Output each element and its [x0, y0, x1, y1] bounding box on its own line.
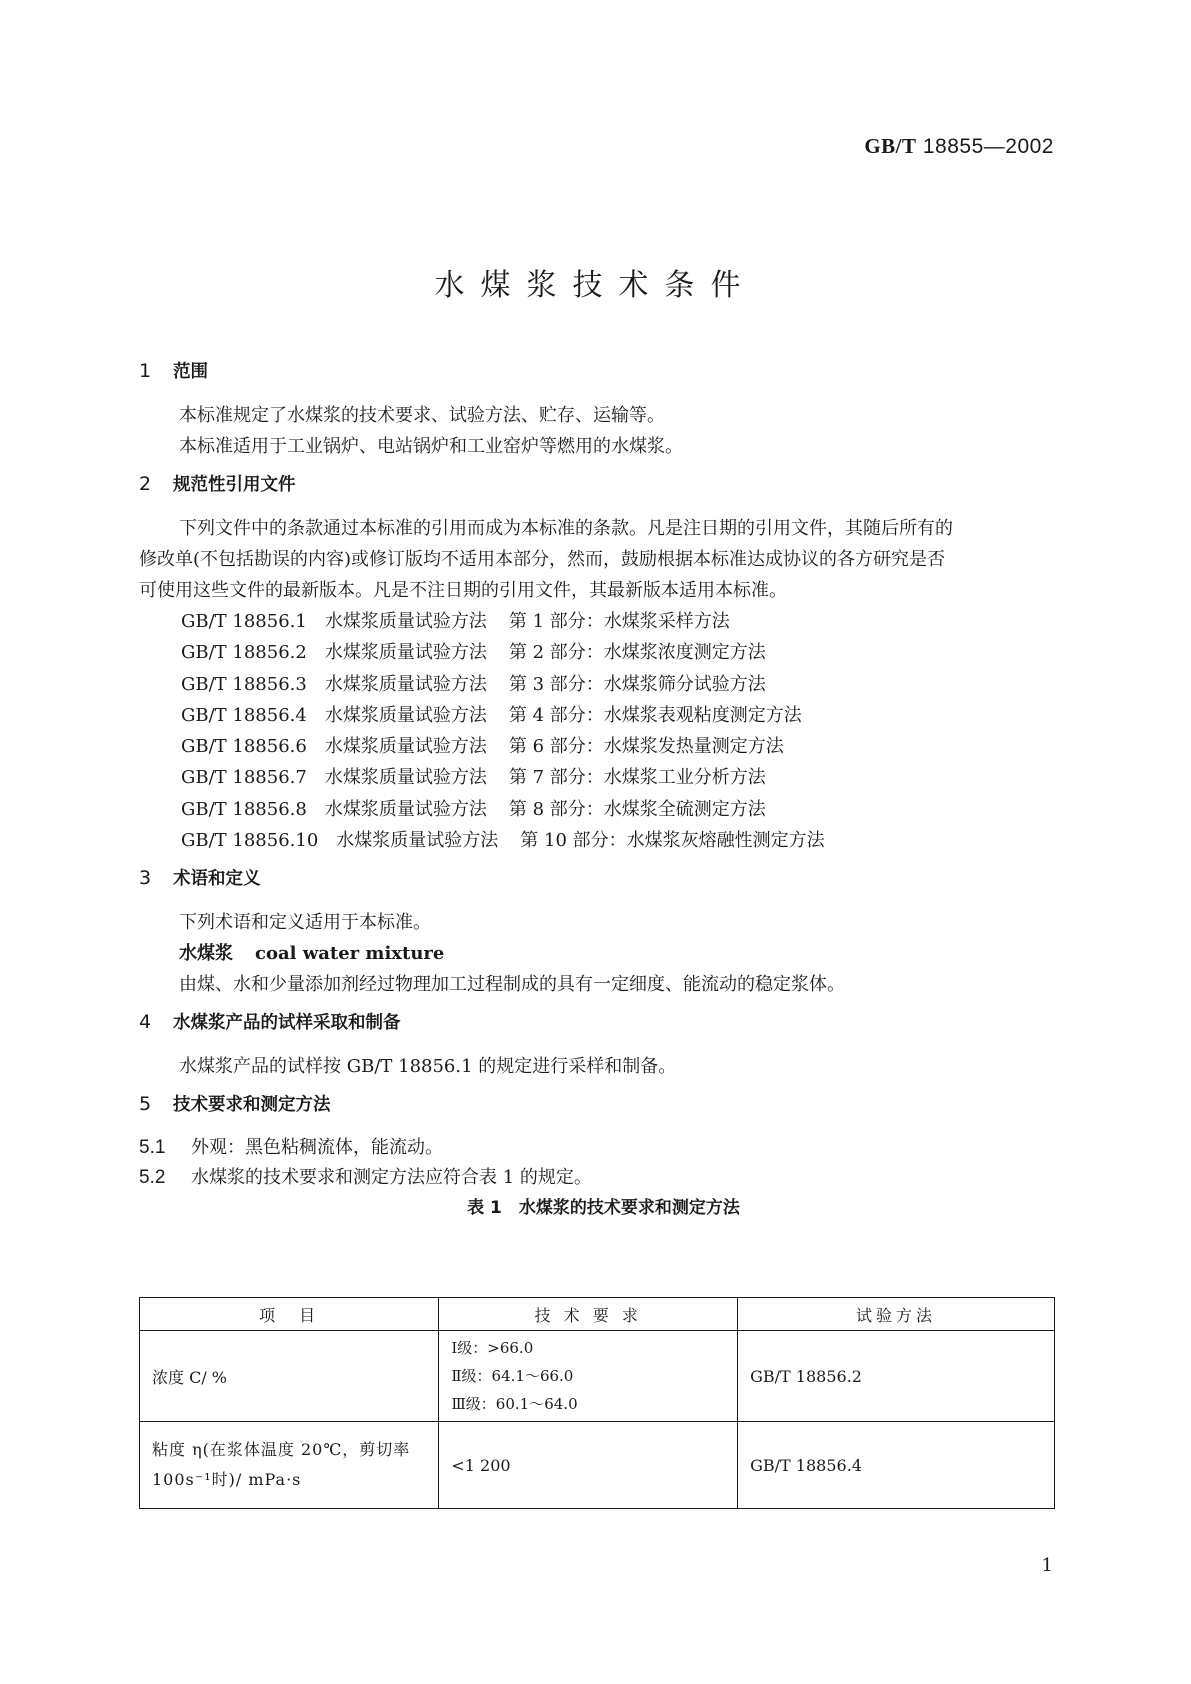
paragraph-line: 下列文件中的条款通过本标准的引用而成为本标准的条款。凡是注日期的引用文件，其随后所有的 — [179, 518, 953, 539]
reference-item: GB/T 18856.3 水煤浆质量试验方法 第 3 部分：水煤浆筛分试验方法 — [181, 673, 766, 695]
requirement-cell: <1 200 — [439, 1422, 738, 1509]
method-cell: GB/T 18856.4 — [738, 1422, 1055, 1509]
section-number: 1 — [139, 360, 152, 382]
grade-requirement: Ⅰ级：>66.0 — [451, 1339, 534, 1357]
section-1-heading — [139, 355, 1054, 388]
section-5-heading — [139, 1088, 1054, 1121]
item-line: 100s⁻¹时)/ mPa·s — [152, 1470, 302, 1489]
subclause-5-1 — [139, 1133, 1054, 1163]
reference-item: GB/T 18856.4 水煤浆质量试验方法 第 4 部分：水煤浆表观粘度测定方法 — [181, 704, 802, 726]
term-chinese: 水煤浆 — [179, 943, 233, 965]
term-definition: 由煤、水和少量添加剂经过物理加工过程制成的具有一定细度、能流动的稳定浆体。 — [179, 974, 845, 996]
reference-item: GB/T 18856.1 水煤浆质量试验方法 第 1 部分：水煤浆采样方法 — [181, 611, 730, 632]
page-number: 1 — [1041, 1555, 1053, 1576]
reference-item: GB/T 18856.8 水煤浆质量试验方法 第 8 部分：水煤浆全硫测定方法 — [181, 798, 766, 820]
section-number: 2 — [139, 473, 152, 495]
section-title: 技术要求和测定方法 — [173, 1095, 331, 1116]
column-header-method: 试验方法 — [738, 1298, 1055, 1331]
paragraph-line: 修改单(不包括勘误的内容)或修订版均不适用本部分，然而，鼓励根据本标准达成协议的各方研究是否 — [139, 549, 946, 570]
section-2-heading — [139, 468, 1054, 501]
requirements-table — [139, 1297, 1055, 1509]
document-title: 水煤浆技术条件 — [434, 268, 757, 303]
section-title: 水煤浆产品的试样采取和制备 — [173, 1013, 401, 1034]
reference-item: GB/T 18856.6 水煤浆质量试验方法 第 6 部分：水煤浆发热量测定方法 — [181, 736, 784, 758]
reference-item: GB/T 18856.7 水煤浆质量试验方法 第 7 部分：水煤浆工业分析方法 — [181, 767, 766, 789]
term-entry — [139, 938, 1054, 969]
reference-list — [139, 606, 1054, 856]
column-header-item: 项 目 — [140, 1298, 439, 1331]
subclause-text: 外观：黑色粘稠流体，能流动。 — [191, 1137, 443, 1159]
subclause-number: 5.1 — [139, 1137, 166, 1159]
table-caption: 表 1 水煤浆的技术要求和测定方法 — [467, 1198, 740, 1219]
reference-item: GB/T 18856.10 水煤浆质量试验方法 第 10 部分：水煤浆灰熔融性测定方法 — [181, 830, 825, 852]
section-number: 3 — [139, 867, 152, 890]
paragraph: 水煤浆产品的试样按 GB/T 18856.1 的规定进行采样和制备。 — [179, 1056, 677, 1078]
subclause-5-2 — [139, 1163, 1054, 1193]
term-english: coal water mixture — [255, 943, 445, 965]
paragraph: 本标准规定了水煤浆的技术要求、试验方法、贮存、运输等。 — [179, 405, 665, 426]
paragraph: 下列术语和定义适用于本标准。 — [179, 912, 431, 934]
standard-code-number: 18855—2002 — [922, 135, 1054, 158]
grade-requirement: Ⅱ级：64.1～66.0 — [451, 1367, 574, 1385]
reference-item: GB/T 18856.2 水煤浆质量试验方法 第 2 部分：水煤浆浓度测定方法 — [181, 642, 766, 664]
section-3-heading — [139, 862, 1054, 895]
section-number: 4 — [139, 1011, 152, 1034]
section-number: 5 — [139, 1093, 152, 1116]
subclause-number: 5.2 — [139, 1167, 166, 1189]
standard-code — [864, 134, 1054, 159]
document-body — [139, 355, 1054, 1225]
item-cell — [140, 1422, 439, 1509]
subclause-text: 水煤浆的技术要求和测定方法应符合表 1 的规定。 — [191, 1167, 592, 1189]
method-cell: GB/T 18856.2 — [738, 1331, 1055, 1422]
paragraph-line: 可使用这些文件的最新版本。凡是不注日期的引用文件，其最新版本适用本标准。 — [139, 580, 787, 601]
section-title: 规范性引用文件 — [173, 475, 296, 495]
section-title: 范围 — [173, 362, 208, 382]
item-line: 粘度 η(在浆体温度 20℃，剪切率 — [152, 1440, 411, 1459]
table-header-row — [140, 1298, 1055, 1331]
paragraph: 本标准适用于工业锅炉、电站锅炉和工业窑炉等燃用的水煤浆。 — [179, 436, 683, 457]
section-4-heading — [139, 1006, 1054, 1039]
item-cell: 浓度 C/ % — [140, 1331, 439, 1422]
standard-code-prefix: GB/T — [864, 134, 917, 158]
grade-requirement: Ⅲ级：60.1～64.0 — [451, 1395, 578, 1413]
requirement-cell — [439, 1331, 738, 1422]
column-header-requirement: 技 术 要 求 — [439, 1298, 738, 1331]
table-row — [140, 1422, 1055, 1509]
table-row — [140, 1331, 1055, 1422]
section-title: 术语和定义 — [173, 869, 261, 890]
